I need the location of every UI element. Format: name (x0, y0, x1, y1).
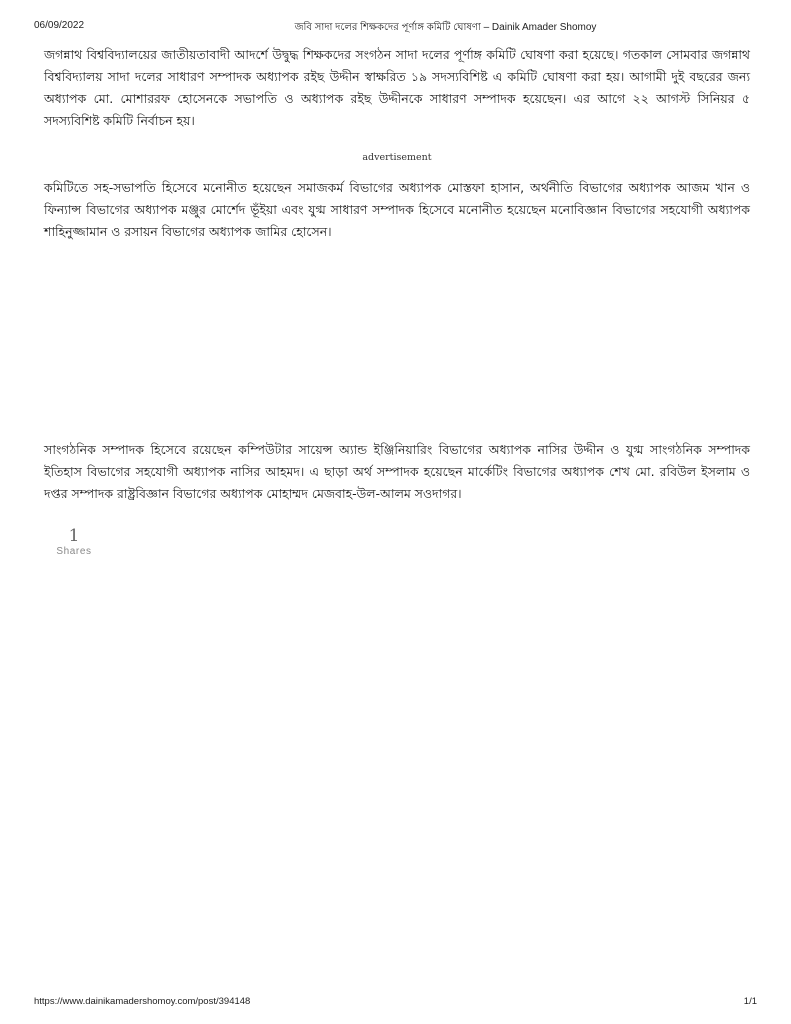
article-paragraph: কমিটিতে সহ-সভাপতি হিসেবে মনোনীত হয়েছেন সমাজকর্ম বিভাগের অধ্যাপক মোস্তফা হাসান, অর্থনীতি বিভাগের অধ্যাপক আজম খান ও ফিন্যান্স বিভাগের অধ্যাপক মঞ্জুর মোর্শেদ ভূঁইয়া এবং যুগ্ম সাধারণ সম্পাদক হিসেবে মনোনীত হয়েছেন মনোবিজ্ঞান বিভাগের সহযোগী অধ্যাপক শাহিনুজ্জামান ও রসায়ন বিভাগের অধ্যাপক জামির হোসেন। (44, 180, 750, 239)
page-url: https://www.dainikamadershomoy.com/post/394148 (34, 996, 251, 1007)
print-header (34, 18, 757, 34)
print-page-title: জবি সাদা দলের শিক্ষকদের পূর্ণাঙ্গ কমিটি ঘোষণা – Dainik Amader Shomoy (294, 22, 597, 33)
article-paragraph: জগন্নাথ বিশ্ববিদ্যালয়ের জাতীয়তাবাদী আদর্শে উদ্বুদ্ধ শিক্ষকদের সংগঠন সাদা দলের পূর্ণাঙ্গ কমিটি ঘোষণা করা হয়েছে। গতকাল সোমবার জগন্নাথ বিশ্ববিদ্যালয় সাদা দলের সাধারণ সম্পাদক অধ্যাপক রইছ উদ্দীন স্বাক্ষরিত ১৯ সদস্যবিশিষ্ট এ কমিটি ঘোষণা করা হয়। আগামী দুই বছরের জন্য অধ্যাপক মো. মোশাররফ হোসেনকে সভাপতি ও অধ্যাপক রইছ উদ্দীনকে সাধারণ সম্পাদক হয়েছেন। এর আগে ২২ আগস্ট সিনিয়র ৫ সদস্যবিশিষ্ট কমিটি নির্বাচন হয়। (44, 47, 750, 128)
article-paragraph: সাংগঠনিক সম্পাদক হিসেবে রয়েছেন কম্পিউটার সায়েন্স অ্যান্ড ইঞ্জিনিয়ারিং বিভাগের অধ্যাপক নাসির উদ্দীন ও যুগ্ম সাংগঠনিক সম্পাদক ইতিহাস বিভাগের সহযোগী অধ্যাপক নাসির আহমদ। এ ছাড়া অর্থ সম্পাদক হয়েছেন মার্কেটিং বিভাগের অধ্যাপক শেখ মো. রবিউল ইসলাম ও দপ্তর সম্পাদক রাষ্ট্রবিজ্ঞান বিভাগের অধ্যাপক মোহাম্মদ মেজবাহ-উল-আলম সওদাগর। (44, 442, 750, 501)
share-count: 1 (68, 526, 80, 546)
advertisement-label: advertisement (362, 152, 432, 163)
page-number: 1/1 (743, 996, 757, 1007)
article-body (44, 44, 750, 505)
share-label: Shares (56, 546, 92, 557)
share-counter[interactable] (52, 526, 96, 557)
print-date: 06/09/2022 (34, 20, 85, 31)
print-footer (34, 996, 757, 1010)
